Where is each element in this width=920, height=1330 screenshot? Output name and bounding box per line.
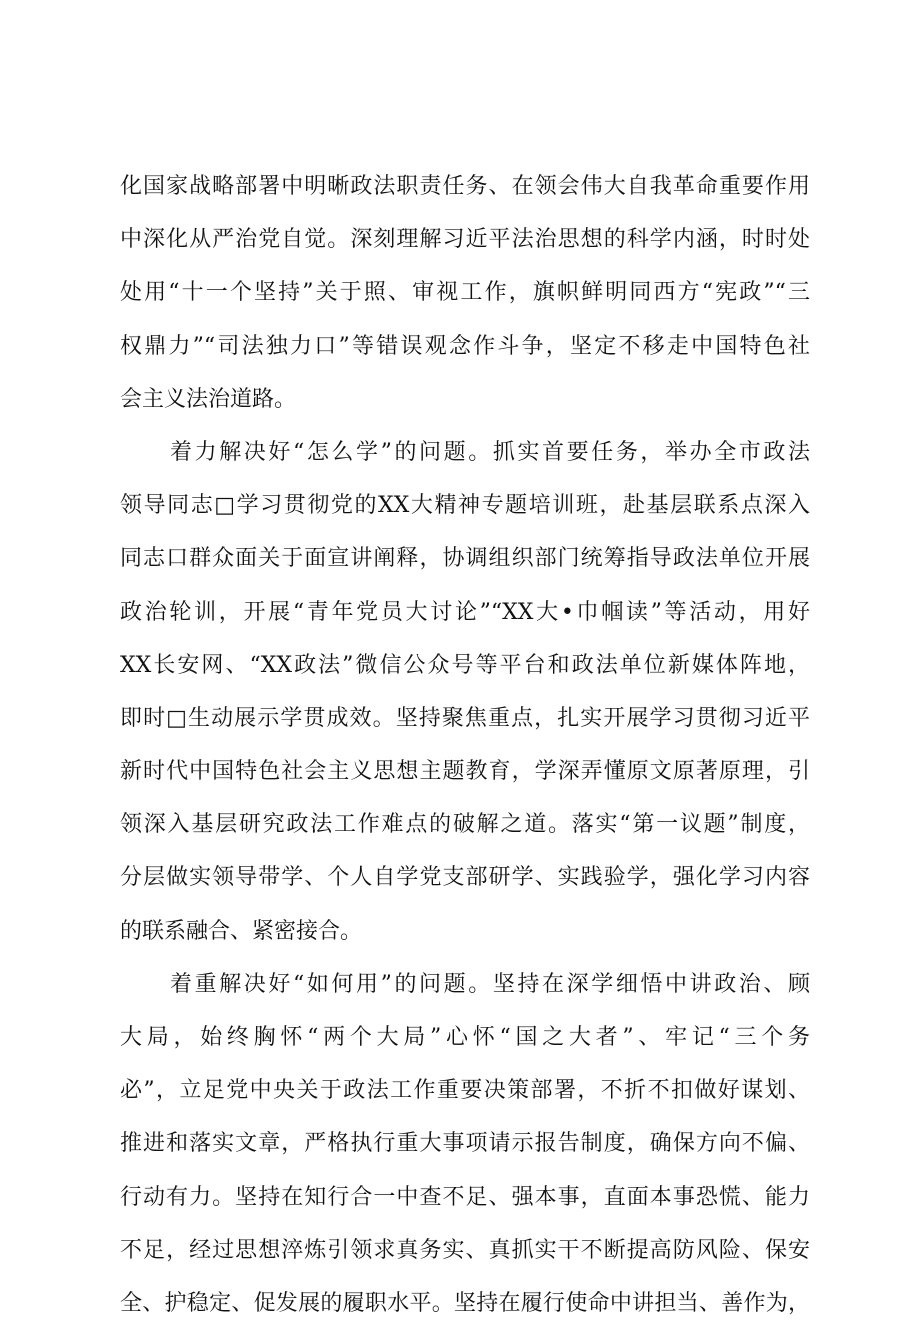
text-line: 着力解决好“怎么学”的问题。抓实首要任务，举办全市政法 <box>170 439 810 465</box>
text-line: 大局，始终胸怀“两个大局”心怀“国之大者”、牢记“三个务 <box>120 1025 810 1050</box>
text-line: 行动有力。坚持在知行合一中查不足、强本事，直面本事恐慌、能力 <box>120 1184 810 1210</box>
text-line: 的联系融合、紧密接合。 <box>120 918 363 944</box>
text-line: 同志口群众面关于面宣讲阐释，协调组织部门统筹指导政法单位开展 <box>120 546 810 572</box>
paragraph-2 <box>120 426 810 958</box>
text-line: 处用“十一个坚持”关于照、审视工作，旗帜鲜明同西方“宪政”“三 <box>120 280 810 306</box>
text-line: 化国家战略部署中明晰政法职责任务、在领会伟大自我革命重要作用 <box>120 174 810 199</box>
text-line: 推进和落实文章，严格执行重大事项请示报告制度，确保方向不偏、 <box>120 1131 810 1157</box>
text-line: XX长安网、“XX政法”微信公众号等平台和政法单位新媒体阵地， <box>120 652 810 678</box>
text-line: 领深入基层研究政法工作难点的破解之道。落实“第一议题”制度， <box>120 812 810 838</box>
paragraph-1 <box>120 160 810 426</box>
text-line: 政治轮训，开展“青年党员大讨论”“XX大•巾帼读”等活动，用好 <box>120 599 810 625</box>
text-line: 必”，立足党中央关于政法工作重要决策部署，不折不扣做好谋划、 <box>120 1078 810 1104</box>
text-line: 新时代中国特色社会主义思想主题教育，学深弄懂原文原著原理，引 <box>120 759 810 785</box>
text-line: 领导同志□学习贯彻党的XX大精神专题培训班，赴基层联系点深入 <box>120 493 810 519</box>
text-line: 中深化从严治党自觉。深刻理解习近平法治思想的科学内涵，时时处 <box>120 227 810 253</box>
text-line: 着重解决好“如何用”的问题。坚持在深学细悟中讲政治、顾 <box>170 971 810 997</box>
text-line: 分层做实领导带学、个人自学党支部研学、实践验学，强化学习内容 <box>120 865 810 891</box>
text-line: 权鼎力”“司法独力口”等错误观念作斗争，坚定不移走中国特色社 <box>120 333 810 359</box>
document-body <box>120 160 810 1330</box>
text-line: 即时□生动展示学贯成效。坚持聚焦重点，扎实开展学习贯彻习近平 <box>120 705 810 731</box>
text-line: 会主义法治道路。 <box>120 386 297 412</box>
paragraph-3 <box>120 958 810 1330</box>
text-line: 不足，经过思想淬炼引领求真务实、真抓实干不断提高防风险、保安 <box>120 1237 810 1263</box>
text-line: 全、护稳定、促发展的履职水平。坚持在履行使命中讲担当、善作为， <box>120 1290 810 1316</box>
